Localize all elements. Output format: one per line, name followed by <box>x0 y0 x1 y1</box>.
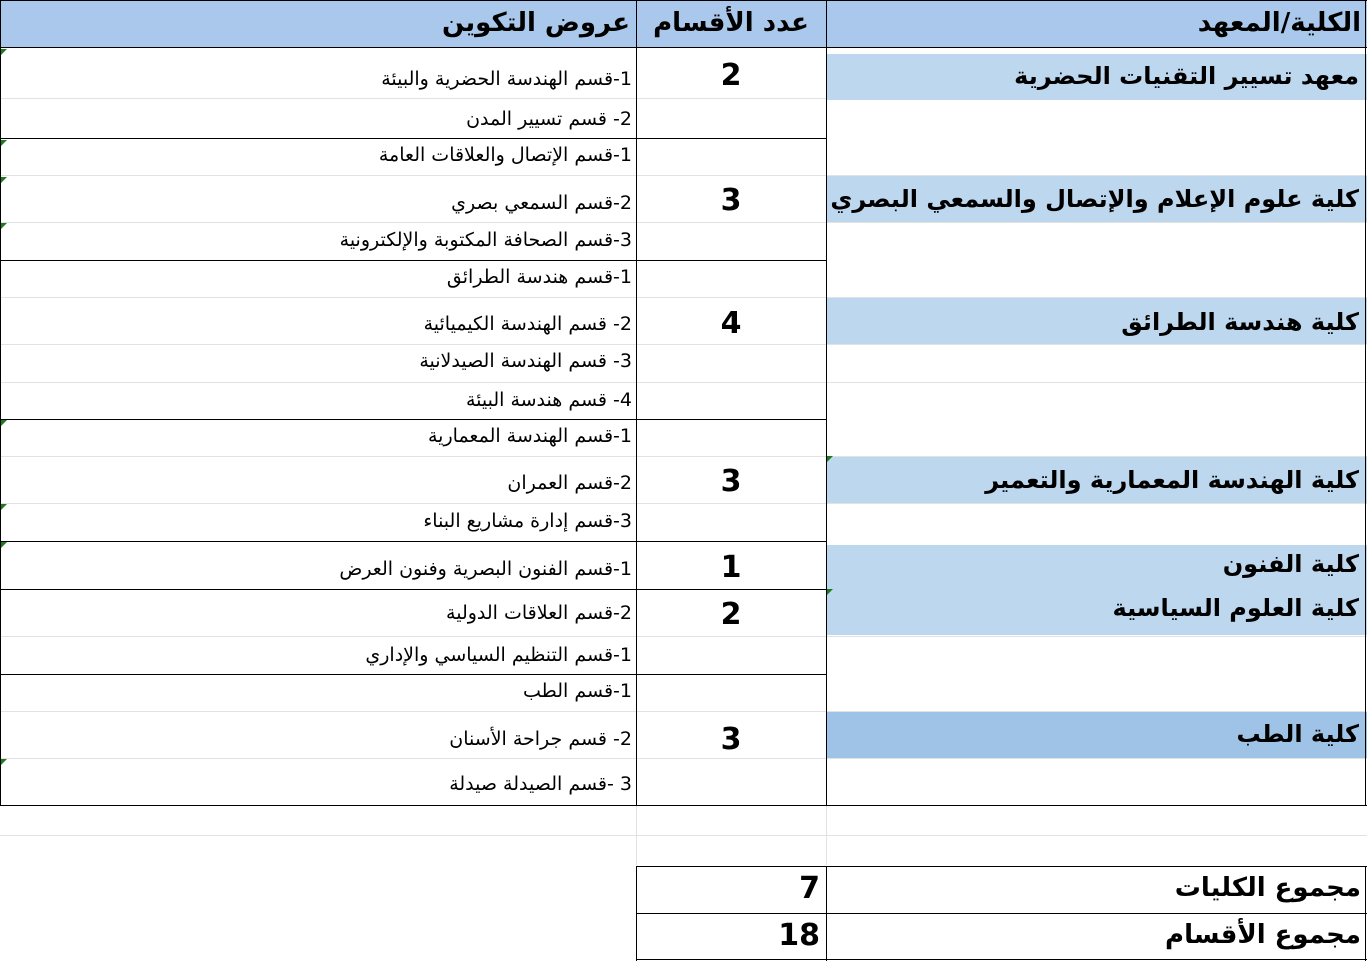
department-item: 1-قسم هندسة الطرائق <box>446 266 632 288</box>
cell-marker <box>1 177 7 183</box>
faculty-name: كلية الهندسة المعمارية والتعمير <box>985 466 1359 494</box>
totals-border <box>636 959 1367 960</box>
table-border <box>0 589 826 590</box>
grid-line <box>0 835 1367 836</box>
department-item: 1-قسم الإتصال والعلاقات العامة <box>378 144 632 166</box>
department-count: 1 <box>720 550 742 585</box>
grid-line <box>826 805 827 865</box>
department-count: 2 <box>720 58 742 93</box>
cell-marker <box>1 542 7 548</box>
totals-border <box>636 913 1367 914</box>
faculty-name: معهد تسيير التقنيات الحضرية <box>1014 62 1359 90</box>
department-item: 3- قسم الهندسة الصيدلانية <box>419 350 632 372</box>
table-border <box>636 0 637 806</box>
department-item: 1-قسم الهندسة المعمارية <box>428 425 632 447</box>
total-faculties-value: 7 <box>799 871 820 906</box>
cell-marker <box>1 504 7 510</box>
faculty-name: كلية هندسة الطرائق <box>1121 308 1359 336</box>
cell-marker <box>1 140 7 146</box>
department-count: 4 <box>720 306 742 341</box>
table-border <box>0 0 1367 1</box>
cell-marker <box>1 759 7 765</box>
total-departments-value: 18 <box>778 918 820 953</box>
table-border <box>0 47 1367 48</box>
table-border <box>1365 0 1366 806</box>
department-item: 2- قسم جراحة الأسنان <box>449 728 632 750</box>
table-border <box>0 541 826 542</box>
total-faculties-label: مجموع الكليات <box>1174 873 1361 903</box>
header-count: عدد الأقسام <box>653 8 809 38</box>
department-item: 1-قسم التنظيم السياسي والإداري <box>365 644 632 666</box>
totals-border <box>1365 866 1366 961</box>
cell-marker <box>1 420 7 426</box>
table-border <box>0 419 826 420</box>
department-count: 3 <box>720 464 742 499</box>
table-border <box>0 674 826 675</box>
cell-marker <box>827 456 833 462</box>
header-faculty: الكلية/المعهد <box>1197 8 1361 38</box>
total-departments-label: مجموع الأقسام <box>1165 920 1361 950</box>
table-border <box>0 260 826 261</box>
department-item: 2-قسم العلاقات الدولية <box>446 602 632 624</box>
table-border <box>0 805 1367 806</box>
table-border <box>0 138 826 139</box>
header-offers: عروض التكوين <box>442 8 630 38</box>
table-border <box>826 0 827 806</box>
grid-line <box>0 382 1367 383</box>
faculty-name: كلية العلوم السياسية <box>1112 594 1359 622</box>
department-item: 1-قسم الطب <box>523 680 632 702</box>
department-item: 2-قسم العمران <box>507 472 632 494</box>
grid-line <box>0 344 1367 345</box>
department-item: 2-قسم السمعي بصري <box>451 192 632 214</box>
grid-line <box>0 503 1367 504</box>
grid-line <box>0 758 1367 759</box>
department-count: 2 <box>720 597 742 632</box>
totals-border <box>636 866 1367 867</box>
faculty-name: كلية الفنون <box>1222 550 1359 578</box>
department-item: 3 -قسم الصيدلة صيدلة <box>449 773 632 795</box>
grid-line <box>0 636 1367 637</box>
department-count: 3 <box>720 183 742 218</box>
grid-line <box>636 805 637 865</box>
cell-marker <box>1 49 7 55</box>
department-item: 3-قسم الصحافة المكتوبة والإلكترونية <box>339 229 632 251</box>
department-item: 3-قسم إدارة مشاريع البناء <box>423 510 632 532</box>
department-item: 4- قسم هندسة البيئة <box>465 389 632 411</box>
cell-marker <box>1 223 7 229</box>
department-item: 1-قسم الفنون البصرية وفنون العرض <box>339 558 632 580</box>
faculty-name: كلية علوم الإعلام والإتصال والسمعي البصري <box>830 185 1359 213</box>
department-count: 3 <box>720 722 742 757</box>
grid-line <box>0 222 1367 223</box>
department-item: 2- قسم الهندسة الكيميائية <box>423 313 632 335</box>
faculty-name: كلية الطب <box>1236 720 1359 748</box>
department-item: 1-قسم الهندسة الحضرية والبيئة <box>381 68 632 90</box>
department-item: 2- قسم تسيير المدن <box>466 108 632 130</box>
table-border <box>0 0 1 806</box>
